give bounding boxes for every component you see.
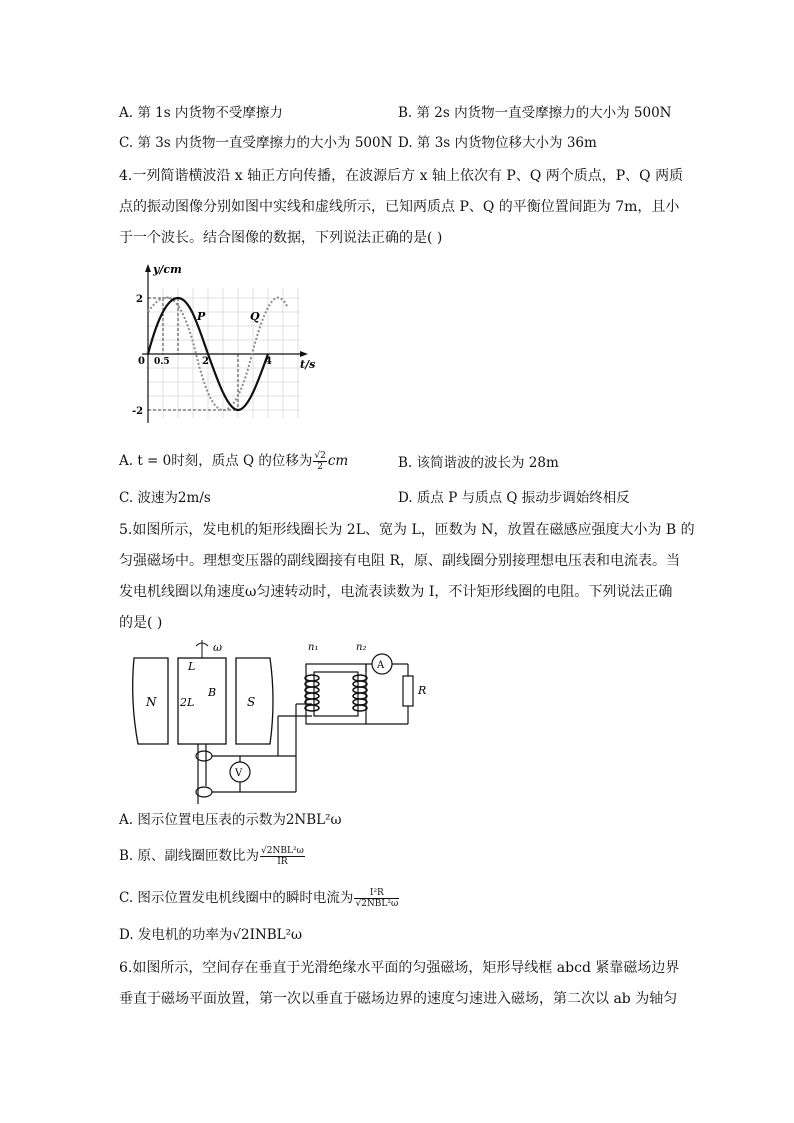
voltmeter-label: V — [235, 768, 243, 779]
q3-option-a: A. 第 1s 内货物不受摩擦力 — [119, 105, 283, 121]
q5-option-c-numerator: I²R — [354, 888, 399, 899]
field-label: B — [208, 686, 217, 699]
magnet-n-label: N — [146, 695, 157, 709]
tick-label-t4: 4 — [265, 356, 272, 367]
q4-stem-line-3: 于一个波长。结合图像的数据，下列说法正确的是( ) — [119, 230, 443, 246]
tick-label-2: 2 — [136, 294, 143, 305]
y-axis-label: y/cm — [153, 263, 182, 276]
q4-option-b: B. 该简谐波的波长为 28m — [398, 455, 559, 471]
tick-label-05: 0.5 — [154, 357, 170, 367]
q5-option-d: D. 发电机的功率为√2INBL²ω — [119, 927, 303, 943]
q4-option-a — [119, 451, 348, 472]
q4-option-d: D. 质点 P 与质点 Q 振动步调始终相反 — [398, 490, 630, 506]
q3-option-c: C. 第 3s 内货物一直受摩擦力的大小为 500N — [119, 135, 393, 151]
q4-option-c: C. 波速为2m/s — [119, 490, 211, 506]
tick-label-t2: 2 — [202, 356, 209, 367]
q5-option-b-numerator: √2NBL²ω — [261, 846, 304, 856]
n1-label: n₁ — [308, 642, 319, 653]
q5-circuit-diagram — [128, 636, 448, 804]
coil-length-label: 2L — [180, 696, 195, 709]
q5-stem-line-1: 5.如图所示，发电机的矩形线圈长为 2L、宽为 L，匝数为 N，放置在磁感应强度大小为 B 的 — [119, 522, 695, 538]
q4-option-a-numerator: √2 — [314, 451, 326, 461]
q5-option-c-text: C. 图示位置发电机线圈中的瞬时电流为 — [119, 890, 354, 906]
graph-grid — [146, 288, 300, 418]
magnet-s-label: S — [247, 695, 256, 709]
tick-label-0: 0 — [138, 356, 145, 367]
q5-option-a: A. 图示位置电压表的示数为2NBL²ω — [119, 812, 342, 828]
q5-option-b — [119, 846, 306, 867]
q4-stem-line-2: 点的振动图像分别如图中实线和虚线所示，已知两质点 P、Q 的平衡位置间距为 7m，且小 — [119, 199, 680, 215]
y-axis-arrow — [145, 264, 151, 272]
q5-stem-line-3: 发电机线圈以角速度ω匀速转动时，电流表读数为 I，不计矩形线圈的电阻。下列说法正确 — [119, 584, 673, 600]
q4-option-a-unit: cm — [327, 453, 349, 469]
q5-stem-line-4: 的是( ) — [119, 615, 163, 631]
ammeter-label: A — [377, 660, 385, 671]
q5-option-c-denominator: √2NBL²ω — [355, 899, 399, 909]
q5-option-b-text: B. 原、副线圈匝数比为 — [119, 848, 260, 864]
resistor-label: R — [418, 684, 427, 697]
q5-option-b-denominator: IR — [277, 857, 288, 867]
secondary-coil — [353, 675, 367, 711]
q4-option-a-text: A. t = 0时刻，质点 Q 的位移为 — [119, 453, 313, 469]
curve-label-p: P — [197, 310, 206, 323]
coil-width-label: L — [188, 660, 196, 673]
x-axis-arrow — [300, 351, 308, 357]
q5-option-c-fraction — [354, 888, 399, 909]
primary-coil — [305, 675, 319, 711]
q6-stem-line-1: 6.如图所示，空间存在垂直于光滑绝缘水平面的匀强磁场，矩形导线框 abcd 紧靠磁场边界 — [119, 960, 680, 976]
q4-stem-line-1: 4.一列简谐横波沿 x 轴正方向传播，在波源后方 x 轴上依次有 P、Q 两个质点，P、Q 两质 — [119, 168, 684, 184]
q4-option-a-fraction — [313, 451, 326, 472]
n2-label: n₂ — [356, 642, 367, 653]
q5-option-c — [119, 888, 400, 909]
q6-stem-line-2: 垂直于磁场平面放置，第一次以垂直于磁场边界的速度匀速进入磁场，第二次以 ab 为轴匀 — [119, 991, 678, 1007]
curve-label-q: Q — [250, 310, 260, 323]
omega-label: ω — [213, 641, 222, 654]
tick-label-neg2: -2 — [132, 406, 144, 417]
q3-option-b: B. 第 2s 内货物一直受摩擦力的大小为 500N — [398, 105, 672, 121]
resistor-r — [403, 676, 413, 706]
q3-option-d: D. 第 3s 内货物位移大小为 36m — [398, 135, 597, 151]
q5-option-b-fraction — [260, 846, 305, 867]
x-axis-label: t/s — [300, 358, 316, 371]
q4-option-a-denominator: 2 — [317, 462, 323, 472]
q4-vibration-graph — [128, 258, 328, 428]
q5-stem-line-2: 匀强磁场中。理想变压器的副线圈接有电阻 R，原、副线圈分别接理想电压表和电流表。当 — [119, 553, 680, 569]
